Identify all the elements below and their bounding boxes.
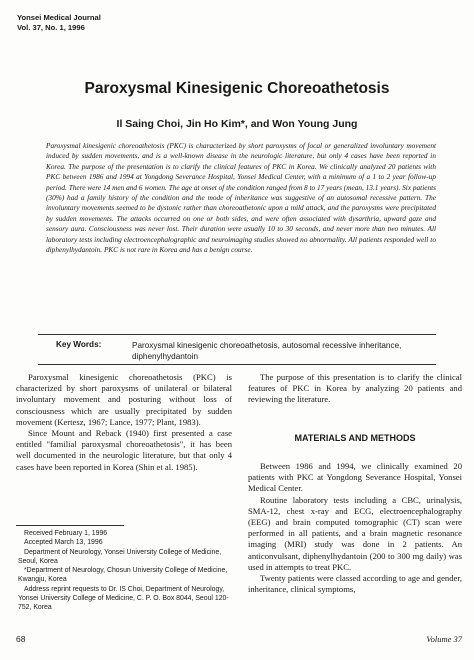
methods-paragraph-3: Twenty patients were classed according to age and gender, inheritance, clinical symptoms, — [248, 573, 462, 595]
journal-header — [17, 13, 101, 33]
keywords-text: Paroxysmal kinesigenic choreoathetosis, autosomal recessive inheritance, diphenylhydantoin — [132, 341, 402, 361]
abstract: Paroxysmal kinesigenic choreoathetosis (PKC) is characterized by short paroxysms of focal or generalized involuntary movement induced by sudden movements, and is a well-known disease in the neurologic literature, but only 4 cases have been reported in Korea. The purpose of the presentation is to clarify the clinical features of PKC in Korea. We clinically analyzed 20 patients with PKC between 1986 and 1994 at Yongdong Severance Hospital, Yonsei Medical Center, with a minimum of a 1 to 2 year follow-up period. There were 14 men and 6 women. The age at onset of the condition ranged from 8 to 17 years (mean, 13.1 years). Six patients (30%) had a family history of the condition and the mode of inheritance was suggestive of an autosomal recessive pattern. The involuntary movements seemed to be dystonic rather than choreoathetonic upon a mild attack, and the paroxysms were precipitated by sudden movements. The attacks occurred on one or both sides, and were often associated with dysarthria, upward gaze and sensory aura. Consciousness was never lost. Their duration were usually 10 to 30 seconds, and never more than two minutes. All laboratory tests including electroencephalographic and neuroimaging studies showed no abnormality. All patients responded well to diphenylhydantoin. PKC is not rare in Korea and has a benign course. — [46, 141, 436, 255]
footnote-rule — [16, 525, 124, 526]
author-list: Il Saing Choi, Jin Ho Kim*, and Won Young Jung — [116, 118, 358, 130]
footnotes — [18, 529, 232, 613]
keywords-label: Key Words: — [56, 340, 102, 349]
footnote-affiliation-1: Department of Neurology, Yonsei University College of Medicine, Seoul, Korea — [18, 548, 222, 565]
intro-paragraph-3: The purpose of this presentation is to clarify the clinical features of PKC in Korea by analyzing 20 patients and reviewing the literature. — [248, 372, 462, 405]
methods-paragraph-1: Between 1986 and 1994, we clinically examined 20 patients with PKC at Yongdong Severance Hospital, Yonsei Medical Center. — [248, 461, 462, 494]
methods-text — [248, 461, 462, 595]
volume-label: Volume 37 — [426, 634, 462, 644]
methods-paragraph-2: Routine laboratory tests including a CBC, urinalysis, SMA-12, chest x-ray and ECG, electroencephalography (EEG) and brain computed tomographic (CT) scan were performed in all patients, and a brain magnetic resonance imaging (MRI) study was done in 2 patients. An anticonvulsant, diphenylhydantoin (200 to 300 mg daily) was used in attempts to treat PKC. — [248, 494, 462, 572]
journal-name: Yonsei Medical Journal — [17, 13, 101, 22]
footnote-affiliation-2: *Department of Neurology, Chosun University College of Medicine, Kwangju, Korea — [18, 567, 228, 584]
journal-issue: Vol. 37, No. 1, 1996 — [17, 23, 85, 32]
article-title: Paroxysmal Kinesigenic Choreoathetosis — [84, 80, 390, 97]
left-column — [16, 372, 232, 473]
footnote-reprint: Address reprint requests to Dr. IS Choi, Department of Neurology, Yonsei University College of Medicine, C. P. O. Box 8044, Seoul 120-752, Korea — [18, 585, 229, 612]
section-heading-methods: MATERIALS AND METHODS — [294, 433, 416, 443]
footnote-accepted: Accepted March 13, 1996 — [24, 539, 103, 547]
keywords-bottom-rule — [38, 364, 436, 365]
right-column-intro — [248, 372, 462, 406]
keywords-top-rule — [38, 334, 436, 335]
footnote-received: Received February 1, 1996 — [24, 530, 108, 537]
page-number: 68 — [16, 634, 26, 644]
intro-paragraph-2: Since Mount and Reback (1940) first presented a case entitled "familial paroxysmal choreoathetosis", it has been well documented in the neurologic literature, but that only 4 cases have been reported in Korea (Shin et al. 1985). — [16, 428, 232, 472]
intro-paragraph-1: Paroxysmal kinesigenic choreoathetosis (PKC) is characterized by short paroxysms of unilateral or bilateral involuntary movement and posturing without loss of consciousness which are usually precipitated by sudden movement (Kertesz, 1967; Lance, 1977; Plant, 1983). — [16, 372, 232, 427]
